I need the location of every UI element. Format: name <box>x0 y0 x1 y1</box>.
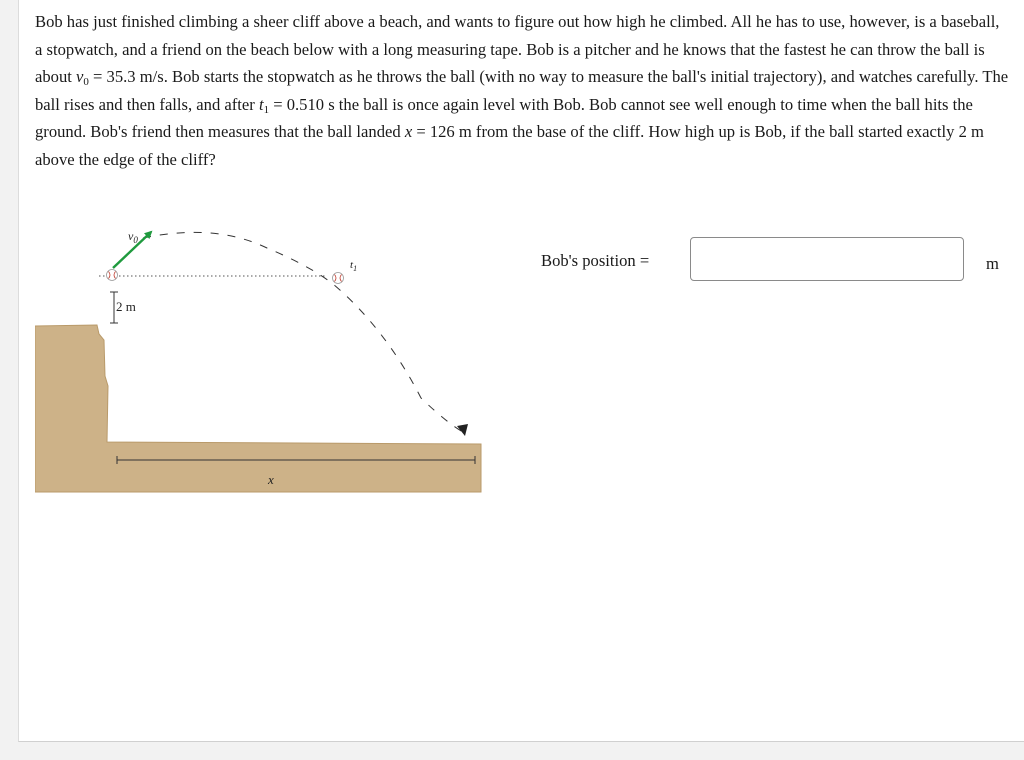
question-card <box>18 0 1024 742</box>
trajectory-dashed <box>143 232 463 432</box>
answer-unit: m <box>986 254 999 273</box>
x-value: = 126 m from the base of the cliff. How high up is Bob, if the ball started exactly 2 m above the edge of the cliff? <box>35 122 984 169</box>
answer-label: Bob's position = <box>541 251 650 270</box>
answer-input[interactable] <box>690 237 964 281</box>
problem-text-part1: Bob has just finished climbing a sheer cliff above a beach, and wants to figure out how high he climbed. All he has to use, however, is a baseball, a stopwatch, and a friend on the beach below with a long measuring tape. Bob is a pitcher and he knows that the fastest he can throw the ball is about <box>35 12 1000 86</box>
problem-text <box>35 8 1010 173</box>
t1-value: = 0.510 s the ball is once again level with Bob. Bob cannot see well enough to time when the ball hits the ground. Bob's friend then measures that the ball landed <box>35 94 973 141</box>
x-label: x <box>268 472 274 487</box>
t1-label: $t_1$ <box>350 259 358 273</box>
baseball-icon <box>107 270 118 281</box>
cliff-and-beach <box>35 325 481 492</box>
landing-arrowhead <box>457 424 468 436</box>
t1-subscript: 1 <box>263 103 270 116</box>
t1-symbol: t <box>258 94 264 114</box>
x-symbol: x <box>404 122 413 141</box>
v0-value: = 35.3 m/s. Bob starts the stopwatch as he throws the ball (with no way to measure the ball's initial trajectory), and watches carefully. The ball rises and then falls, and after <box>35 67 1009 114</box>
height-label: 2 m <box>116 299 136 314</box>
v0-subscript: 0 <box>83 76 89 88</box>
v0-symbol: v <box>76 67 84 86</box>
cliff-trajectory-figure <box>35 218 485 494</box>
baseball-icon <box>333 273 344 284</box>
v0-label: $v_0$ <box>128 229 138 245</box>
